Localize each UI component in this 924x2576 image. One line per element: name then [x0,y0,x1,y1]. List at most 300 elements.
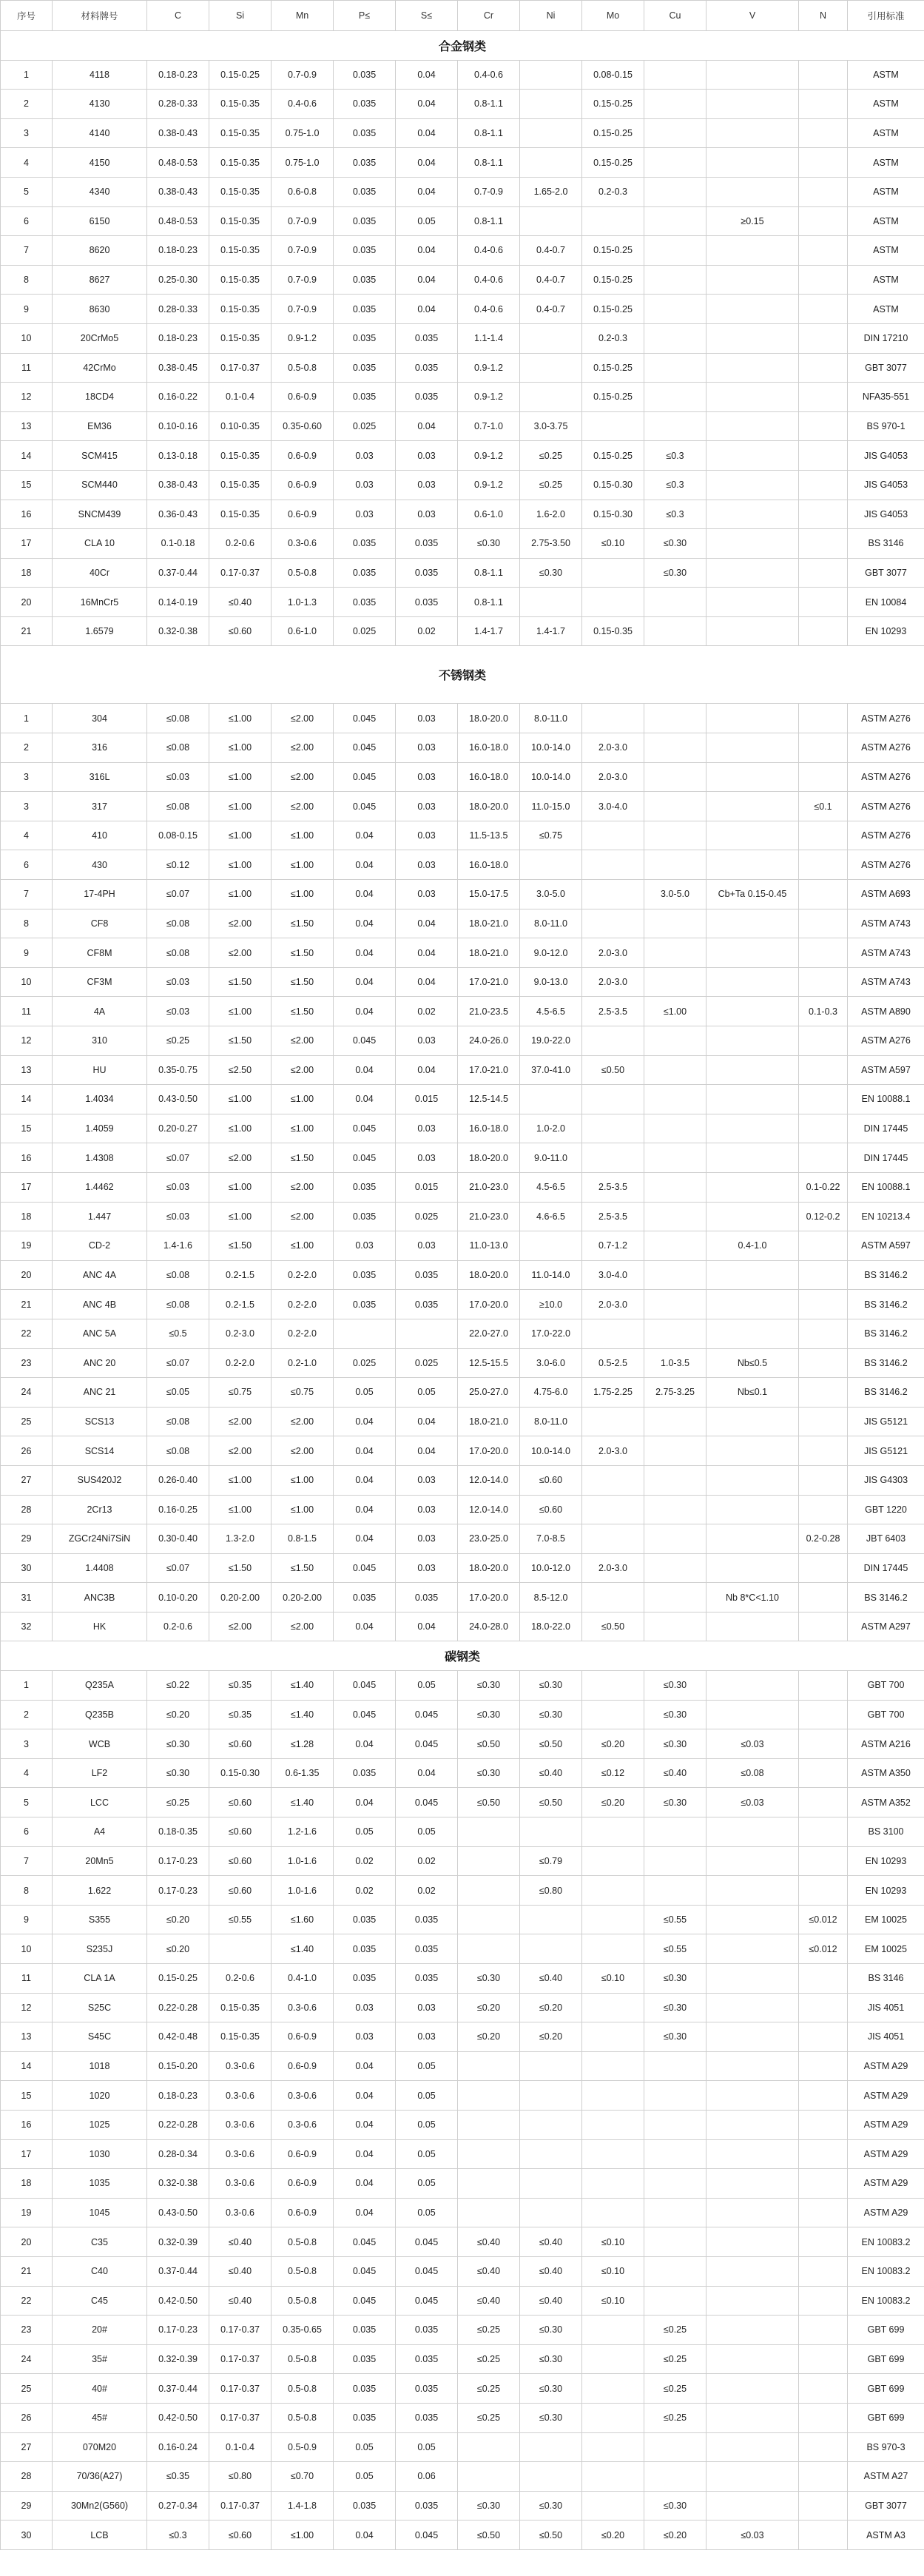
table-row [1,1817,924,1847]
cell-grade: 8630 [53,295,147,324]
cell-mo: 0.2-0.3 [582,323,644,353]
cell-standard: DIN 17445 [848,1143,924,1173]
cell-grade: LF2 [53,1758,147,1788]
cell-c: 0.28-0.33 [147,295,209,324]
cell-ni: ≤0.30 [520,1700,582,1729]
cell-p: 0.04 [334,2198,396,2227]
cell-n [799,1143,848,1173]
cell-ni: 10.0-12.0 [520,1553,582,1583]
cell-standard: ASTM [848,118,924,148]
cell-ni: ≤0.20 [520,2022,582,2052]
cell-si: 0.15-0.35 [209,206,272,236]
cell-standard: EN 10088.1 [848,1085,924,1114]
cell-c: ≤0.20 [147,1905,209,1934]
cell-mo [582,2462,644,2492]
cell-mo [582,2344,644,2374]
cell-cr [458,2051,520,2081]
cell-p: 0.045 [334,733,396,763]
cell-s: 0.03 [396,821,458,850]
column-header-standard: 引用标准 [848,1,924,31]
cell-ni [520,2432,582,2462]
cell-mo [582,2374,644,2404]
cell-mn: ≤1.60 [272,1905,334,1934]
cell-p: 0.04 [334,1495,396,1524]
cell-s: 0.04 [396,1055,458,1085]
cell-cr: 0.9-1.2 [458,383,520,412]
cell-mo: 2.0-3.0 [582,1290,644,1319]
cell-mo: 2.5-3.5 [582,1202,644,1231]
cell-ni: ≤0.20 [520,1993,582,2022]
cell-n [799,2491,848,2520]
cell-cu [644,1553,707,1583]
cell-c: 0.10-0.20 [147,1583,209,1612]
cell-p: 0.04 [334,2520,396,2550]
cell-n [799,1729,848,1759]
cell-cu [644,1231,707,1261]
cell-s: 0.035 [396,2374,458,2404]
cell-cr [458,2169,520,2199]
cell-s: 0.035 [396,1964,458,1994]
cell-cr [458,1934,520,1964]
cell-p: 0.04 [334,1612,396,1641]
cell-n [799,938,848,968]
cell-ni: ≤0.50 [520,1729,582,1759]
cell-standard: ASTM [848,90,924,119]
table-row [1,2374,924,2404]
cell-p: 0.035 [334,1172,396,1202]
cell-mo [582,1876,644,1906]
cell-standard: ASTM A743 [848,909,924,938]
cell-c: ≤0.07 [147,1143,209,1173]
table-row [1,1495,924,1524]
cell-mo: 3.0-4.0 [582,1260,644,1290]
cell-mn: 0.5-0.8 [272,2286,334,2316]
cell-p: 0.02 [334,1846,396,1876]
cell-cr: ≤0.40 [458,2227,520,2257]
cell-s: 0.04 [396,909,458,938]
cell-cr: 18.0-21.0 [458,938,520,968]
cell-mo [582,1934,644,1964]
cell-cu [644,236,707,266]
cell-p: 0.045 [334,792,396,821]
cell-mo [582,206,644,236]
cell-ni [520,2081,582,2111]
cell-s: 0.04 [396,60,458,90]
cell-v [707,411,799,441]
cell-grade: CF3M [53,967,147,997]
table-row [1,1934,924,1964]
cell-n [799,909,848,938]
cell-grade: 4150 [53,148,147,178]
cell-index: 23 [1,2316,53,2345]
cell-c: 0.1-0.18 [147,529,209,559]
cell-mn: ≤1.50 [272,967,334,997]
cell-ni: 0.4-0.7 [520,236,582,266]
cell-v [707,938,799,968]
cell-index: 22 [1,1319,53,1348]
cell-standard: EN 10083.2 [848,2256,924,2286]
cell-n [799,1319,848,1348]
cell-s: 0.04 [396,938,458,968]
cell-cr: 16.0-18.0 [458,733,520,763]
table-row [1,2139,924,2169]
cell-cu: ≤0.30 [644,2491,707,2520]
cell-p: 0.045 [334,1700,396,1729]
cell-index: 22 [1,2286,53,2316]
cell-n [799,880,848,909]
cell-grade: S355 [53,1905,147,1934]
cell-si [209,1934,272,1964]
cell-c: 0.22-0.28 [147,2110,209,2139]
cell-si: ≤0.35 [209,1700,272,1729]
cell-grade: 410 [53,821,147,850]
cell-grade: 42CrMo [53,353,147,383]
cell-v [707,2198,799,2227]
cell-p: 0.035 [334,2316,396,2345]
cell-n [799,2081,848,2111]
cell-s: 0.04 [396,90,458,119]
cell-si: ≤2.00 [209,1407,272,1436]
cell-n [799,411,848,441]
cell-mo [582,1817,644,1847]
cell-standard: JIS G5121 [848,1436,924,1466]
cell-cu: ≤1.00 [644,997,707,1026]
cell-si: 0.2-1.5 [209,1260,272,1290]
cell-ni: 8.0-11.0 [520,909,582,938]
cell-cr: 25.0-27.0 [458,1378,520,1408]
cell-ni: 1.65-2.0 [520,177,582,206]
cell-ni [520,323,582,353]
cell-v [707,1026,799,1056]
cell-cu [644,1495,707,1524]
cell-standard: EN 10293 [848,1876,924,1906]
cell-cr: 0.8-1.1 [458,558,520,588]
cell-index: 24 [1,2344,53,2374]
cell-mo [582,1993,644,2022]
cell-n [799,1671,848,1701]
cell-mo: 0.15-0.35 [582,616,644,646]
table-row [1,2169,924,2199]
cell-v [707,997,799,1026]
cell-c: 0.14-0.19 [147,588,209,617]
table-row [1,60,924,90]
cell-standard: GBT 3077 [848,353,924,383]
cell-n [799,762,848,792]
cell-c: 0.15-0.20 [147,2051,209,2081]
cell-cu: ≤0.30 [644,1729,707,1759]
cell-c: 0.16-0.25 [147,1495,209,1524]
cell-mo [582,909,644,938]
cell-cr: 0.6-1.0 [458,500,520,529]
cell-cu [644,206,707,236]
cell-mo [582,2403,644,2432]
cell-n [799,2110,848,2139]
cell-p: 0.035 [334,60,396,90]
cell-mn: 0.6-0.9 [272,2198,334,2227]
cell-s: 0.05 [396,2169,458,2199]
cell-c: ≤0.08 [147,733,209,763]
cell-v [707,2403,799,2432]
cell-index: 10 [1,323,53,353]
cell-mn: 0.4-0.6 [272,90,334,119]
cell-p: 0.025 [334,1348,396,1378]
section-title: 合金钢类 [1,31,924,61]
cell-n [799,2374,848,2404]
cell-mn: ≤1.50 [272,1553,334,1583]
cell-si: ≤1.00 [209,792,272,821]
cell-c: 0.37-0.44 [147,2256,209,2286]
cell-mo: ≤0.10 [582,2256,644,2286]
cell-si: 0.3-0.6 [209,2169,272,2199]
cell-standard: ASTM A216 [848,1729,924,1759]
cell-c: ≤0.08 [147,938,209,968]
cell-cr [458,1817,520,1847]
cell-mo [582,2022,644,2052]
cell-index: 20 [1,588,53,617]
cell-mo [582,704,644,733]
cell-n [799,353,848,383]
cell-ni: 9.0-11.0 [520,1143,582,1173]
cell-si: ≤0.40 [209,2286,272,2316]
cell-s: 0.035 [396,1260,458,1290]
cell-p: 0.03 [334,441,396,471]
cell-ni: ≤0.30 [520,558,582,588]
cell-s: 0.03 [396,500,458,529]
cell-index: 11 [1,997,53,1026]
cell-si: 0.2-1.5 [209,1290,272,1319]
cell-v [707,2081,799,2111]
cell-standard: JIS G5121 [848,1407,924,1436]
cell-n: 0.1-0.3 [799,997,848,1026]
table-row [1,1290,924,1319]
cell-s: 0.05 [396,2432,458,2462]
cell-cu [644,2081,707,2111]
cell-grade: 1020 [53,2081,147,2111]
cell-ni: 18.0-22.0 [520,1612,582,1641]
cell-si: ≤1.50 [209,1231,272,1261]
cell-cr: 0.7-0.9 [458,177,520,206]
cell-cu: ≤0.55 [644,1905,707,1934]
cell-n [799,2462,848,2492]
cell-v [707,1553,799,1583]
cell-mo [582,2198,644,2227]
table-row [1,2462,924,2492]
cell-v [707,1260,799,1290]
cell-mn: ≤2.00 [272,1407,334,1436]
cell-standard: JIS 4051 [848,1993,924,2022]
cell-n: 0.12-0.2 [799,1202,848,1231]
cell-si: ≤1.00 [209,1085,272,1114]
cell-grade: 304 [53,704,147,733]
cell-ni: 3.0-3.75 [520,411,582,441]
cell-si: ≤1.00 [209,1114,272,1143]
cell-grade: 8627 [53,265,147,295]
cell-mo: 1.75-2.25 [582,1378,644,1408]
cell-standard: EM 10025 [848,1905,924,1934]
cell-si: ≤0.40 [209,2227,272,2257]
cell-standard: ASTM [848,265,924,295]
cell-cu [644,704,707,733]
cell-c: 0.35-0.75 [147,1055,209,1085]
cell-si: 0.1-0.4 [209,2432,272,2462]
cell-si: ≤0.60 [209,1729,272,1759]
cell-si: 0.2-2.0 [209,1348,272,1378]
cell-v [707,2051,799,2081]
cell-s: 0.03 [396,1114,458,1143]
cell-cr: 11.5-13.5 [458,821,520,850]
cell-si: 0.15-0.35 [209,265,272,295]
cell-cr: 21.0-23.0 [458,1172,520,1202]
table-row [1,2256,924,2286]
cell-ni [520,353,582,383]
cell-c: ≤0.08 [147,1260,209,1290]
cell-p: 0.04 [334,2169,396,2199]
cell-mo: 2.0-3.0 [582,938,644,968]
cell-n [799,2022,848,2052]
cell-cr: 18.0-20.0 [458,1143,520,1173]
cell-standard: BS 3146.2 [848,1319,924,1348]
cell-mn: ≤1.40 [272,1671,334,1701]
cell-mo [582,1671,644,1701]
cell-n [799,1407,848,1436]
cell-grade: S235J [53,1934,147,1964]
cell-grade: 1.4408 [53,1553,147,1583]
cell-n: ≤0.012 [799,1905,848,1934]
cell-s: 0.02 [396,1876,458,1906]
cell-v [707,1964,799,1994]
cell-ni: 1.0-2.0 [520,1114,582,1143]
cell-p: 0.035 [334,558,396,588]
cell-grade: CF8M [53,938,147,968]
cell-v [707,2169,799,2199]
cell-p: 0.045 [334,762,396,792]
cell-n [799,177,848,206]
cell-standard: EN 10083.2 [848,2286,924,2316]
cell-mn: ≤2.00 [272,792,334,821]
cell-v [707,2022,799,2052]
cell-standard: GBT 699 [848,2316,924,2345]
cell-n: ≤0.1 [799,792,848,821]
cell-s: 0.035 [396,323,458,353]
section-title: 不锈钢类 [1,646,924,704]
cell-cr [458,2110,520,2139]
cell-v [707,2110,799,2139]
cell-standard: BS 3146.2 [848,1583,924,1612]
cell-v [707,762,799,792]
cell-mn: ≤1.28 [272,1729,334,1759]
cell-ni [520,2169,582,2199]
cell-grade: EM36 [53,411,147,441]
section-header [1,1641,924,1671]
cell-index: 19 [1,2198,53,2227]
cell-s: 0.035 [396,383,458,412]
cell-c: ≤0.08 [147,792,209,821]
cell-n [799,500,848,529]
cell-index: 3 [1,792,53,821]
cell-v [707,733,799,763]
cell-index: 5 [1,1788,53,1817]
cell-mn: 0.35-0.60 [272,411,334,441]
cell-cu [644,1817,707,1847]
cell-c: 0.25-0.30 [147,265,209,295]
cell-cu [644,1055,707,1085]
cell-n [799,1114,848,1143]
cell-cr: 0.7-1.0 [458,411,520,441]
cell-cu [644,2286,707,2316]
cell-si: ≤0.60 [209,1817,272,1847]
cell-cu [644,2051,707,2081]
cell-cu [644,2227,707,2257]
cell-standard: ASTM A352 [848,1788,924,1817]
cell-index: 9 [1,938,53,968]
cell-standard: ASTM A29 [848,2051,924,2081]
cell-ni: ≤0.80 [520,1876,582,1906]
cell-s: 0.04 [396,265,458,295]
cell-n [799,60,848,90]
cell-standard: BS 3146 [848,529,924,559]
cell-cu: ≤0.30 [644,529,707,559]
table-row [1,1846,924,1876]
cell-cu: ≤0.30 [644,1788,707,1817]
table-row [1,1055,924,1085]
cell-c: 0.48-0.53 [147,148,209,178]
cell-cr [458,2139,520,2169]
table-row [1,1964,924,1994]
column-header-v: V [707,1,799,31]
cell-standard: ASTM A276 [848,792,924,821]
cell-s: 0.03 [396,470,458,500]
cell-mo [582,2081,644,2111]
table-row [1,383,924,412]
cell-n [799,2432,848,2462]
cell-cu [644,353,707,383]
cell-mo [582,558,644,588]
cell-c: 0.42-0.50 [147,2403,209,2432]
cell-c: 0.18-0.23 [147,323,209,353]
cell-grade: SNCM439 [53,500,147,529]
cell-cu [644,411,707,441]
cell-index: 6 [1,850,53,880]
cell-si: ≤1.00 [209,1172,272,1202]
cell-cu [644,2139,707,2169]
cell-cu [644,323,707,353]
cell-p: 0.04 [334,1407,396,1436]
cell-mn: ≤1.00 [272,1231,334,1261]
cell-mn: ≤1.00 [272,880,334,909]
table-row [1,1993,924,2022]
cell-s: 0.045 [396,2256,458,2286]
cell-ni: ≤0.40 [520,2256,582,2286]
cell-p: 0.045 [334,2286,396,2316]
cell-s: 0.03 [396,1553,458,1583]
cell-mn: 0.8-1.5 [272,1524,334,1554]
cell-cr: 16.0-18.0 [458,762,520,792]
cell-standard: GBT 700 [848,1671,924,1701]
cell-c: 0.32-0.39 [147,2344,209,2374]
cell-p: 0.025 [334,616,396,646]
cell-si: ≤2.00 [209,1612,272,1641]
section-title: 碳钢类 [1,1641,924,1671]
cell-index: 13 [1,1055,53,1085]
cell-si: 0.17-0.37 [209,2316,272,2345]
cell-mn: 0.6-0.9 [272,2169,334,2199]
cell-c: ≤0.03 [147,1172,209,1202]
cell-mn: 0.7-0.9 [272,236,334,266]
cell-si: 0.15-0.35 [209,90,272,119]
table-row [1,1202,924,1231]
cell-grade: 1030 [53,2139,147,2169]
cell-standard: ASTM A597 [848,1055,924,1085]
